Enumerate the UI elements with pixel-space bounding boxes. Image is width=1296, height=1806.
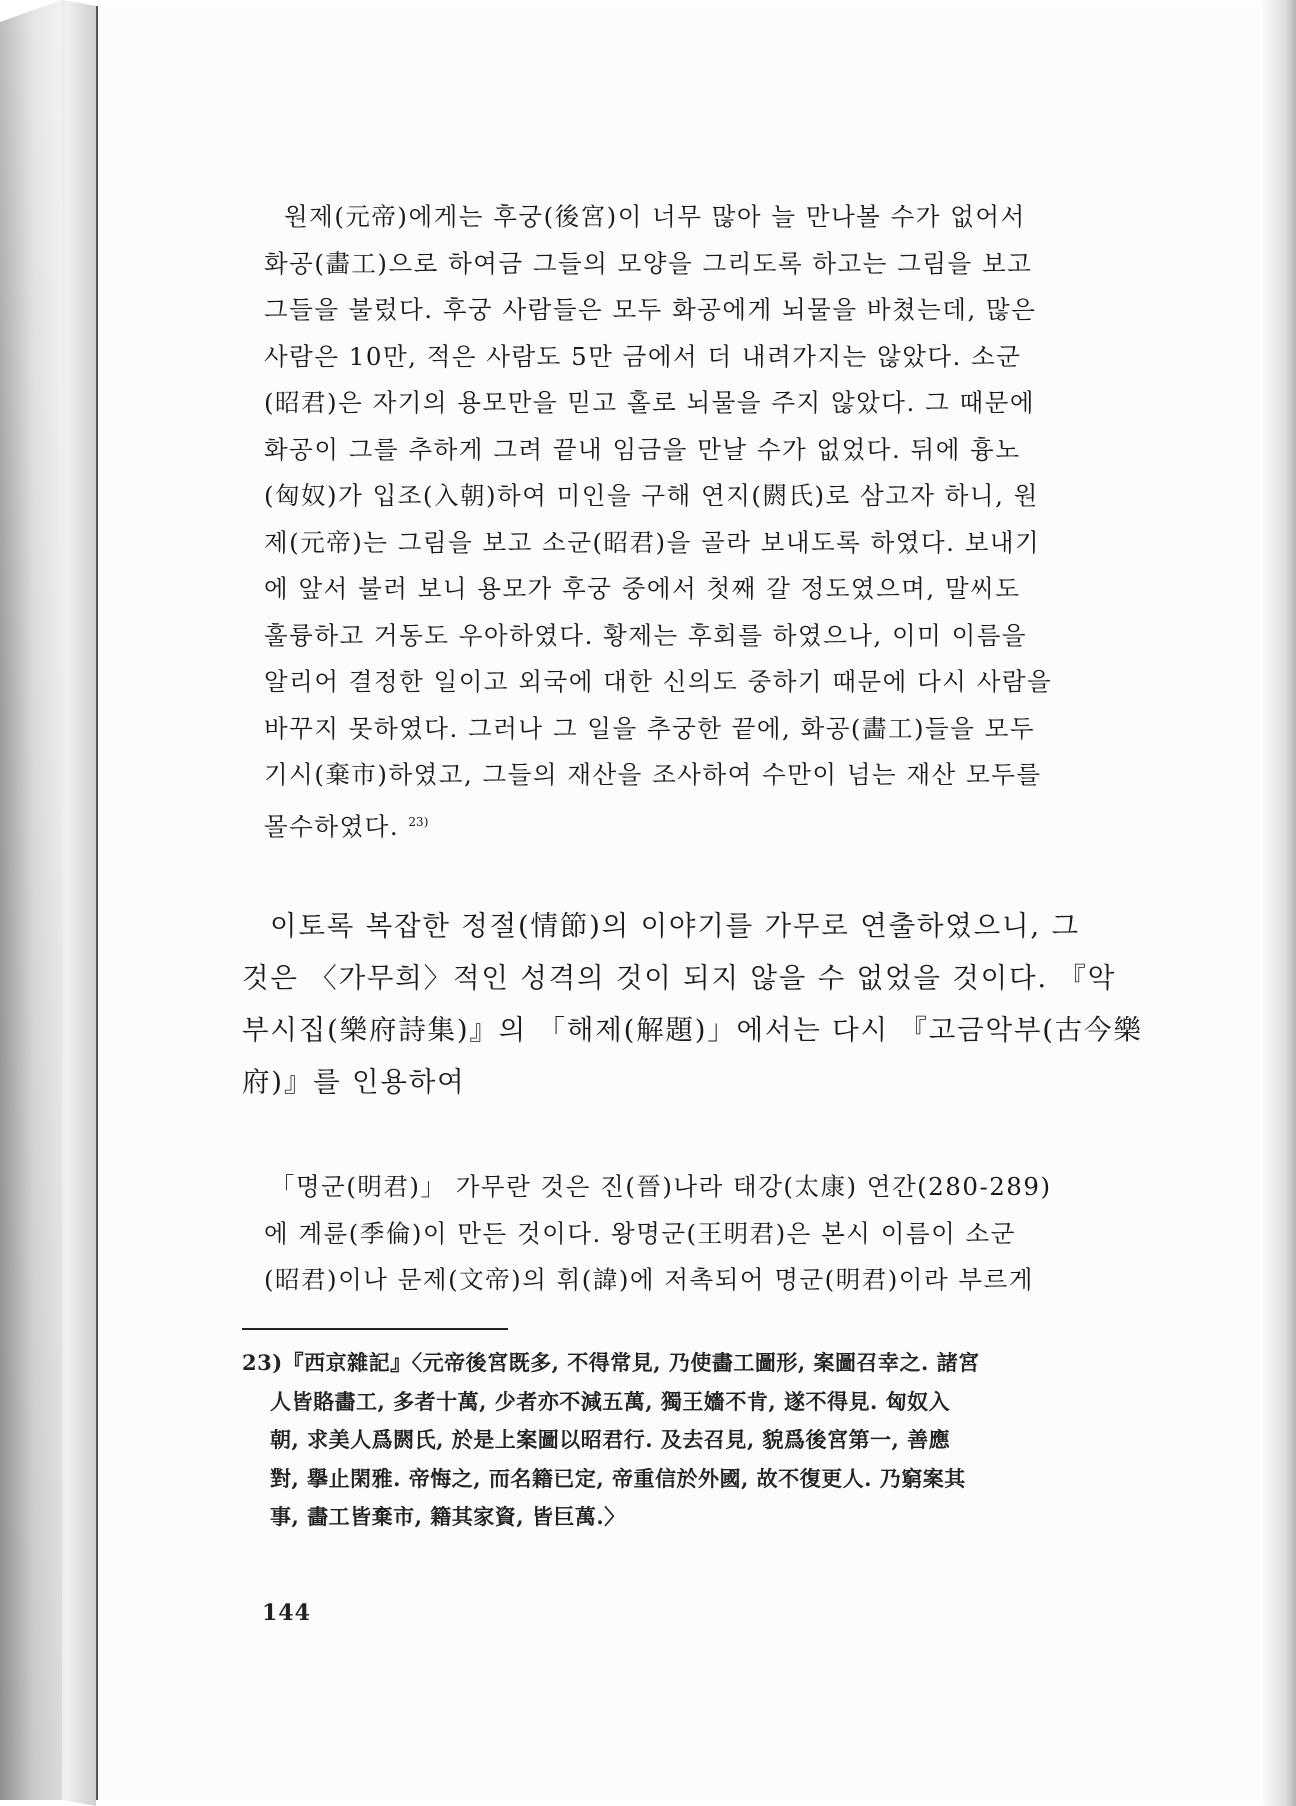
body-line: 부시집(樂府詩集)』의 「해제(解題)」에서는 다시 『고금악부(古今樂	[242, 1014, 1143, 1047]
footnote-23	[242, 1344, 1122, 1537]
quote-line: 에 앞서 불러 보니 용모가 후궁 중에서 첫째 갈 정도였으며, 말씨도	[264, 574, 1021, 603]
footnote-line: 23)『西京雜記』〈元帝後宮既多, 不得常見, 乃使畵工圖形, 案圖召幸之. 諸宮	[242, 1350, 980, 1375]
page-body	[242, 194, 1143, 1304]
footnote-line: 人皆賂畵工, 多者十萬, 少者亦不減五萬, 獨王嬙不肯, 遂不得見. 匈奴入	[270, 1388, 951, 1414]
page-right-shadow	[1260, 0, 1296, 1806]
quote-line: 바꾸지 못하였다. 그러나 그 일을 추궁한 끝에, 화공(畵工)들을 모두	[264, 713, 1036, 743]
footnote-divider	[242, 1328, 508, 1330]
body-line: 것은 〈가무희〉적인 성격의 것이 되지 않을 수 없었을 것이다. 『악	[242, 962, 1117, 995]
quote-line: 훌륭하고 거동도 우아하였다. 황제는 후회를 하였으나, 이미 이름을	[264, 620, 1028, 650]
quote-line: 사람은 10만, 적은 사람도 5만 금에서 더 내려가지는 않았다. 소군	[264, 341, 1022, 371]
footnote-line: 事, 畵工皆棄市, 籍其家資, 皆巨萬.〉	[270, 1504, 626, 1529]
body-paragraph	[242, 900, 1143, 1108]
quote-line: 「명군(明君)」 가무란 것은 진(晉)나라 태강(太康) 연간(280-289)	[270, 1172, 1052, 1202]
quote-line: 화공(畵工)으로 하여금 그들의 모양을 그리도록 하고는 그림을 보고	[264, 248, 1033, 278]
quote-line: 에 계륜(季倫)이 만든 것이다. 왕명군(王明君)은 본시 이름이 소군	[264, 1218, 1016, 1248]
quote-line: 기시(棄市)하였고, 그들의 재산을 조사하여 수만이 넘는 재산 모두를	[264, 760, 1042, 789]
quote-line: (匈奴)가 입조(入朝)하여 미인을 구해 연지(閼氏)로 삼고자 하니, 원	[264, 481, 1039, 510]
body-line: 이토록 복잡한 정절(情節)의 이야기를 가무로 연출하였으니, 그	[270, 910, 1080, 943]
quote-line-text: 몰수하였다.	[264, 811, 400, 841]
quote-line: 화공이 그를 추하게 그려 끝내 임금을 만날 수가 없었다. 뒤에 흉노	[264, 434, 1021, 464]
quote-last-line	[264, 799, 1118, 851]
quote-block-2	[242, 1164, 1118, 1304]
quote-line: 원제(元帝)에게는 후궁(後宮)이 너무 많아 늘 만나볼 수가 없어서	[284, 202, 1026, 231]
quote-block-1	[242, 194, 1118, 850]
quote-line: 제(元帝)는 그림을 보고 소군(昭君)을 골라 보내도록 하였다. 보내기	[264, 527, 1041, 557]
page-number: 144	[262, 1600, 311, 1626]
quote-line: (昭君)이나 문제(文帝)의 휘(諱)에 저촉되어 명군(明君)이라 부르게	[264, 1265, 1034, 1295]
book-page	[96, 6, 1260, 1800]
footnote-line: 對, 擧止閑雅. 帝悔之, 而名籍已定, 帝重信於外國, 故不復更人. 乃窮案其	[270, 1465, 966, 1491]
quote-line: (昭君)은 자기의 용모만을 믿고 홀로 뇌물을 주지 않았다. 그 때문에	[264, 388, 1036, 417]
body-line: 府)』를 인용하여	[242, 1066, 466, 1099]
footnote-line: 朝, 求美人爲閼氏, 於是上案圖以昭君行. 及去召見, 貌爲後宮第一, 善應	[270, 1427, 951, 1452]
footnote-reference: 23)	[408, 814, 429, 829]
quote-line: 알리어 결정한 일이고 외국에 대한 신의도 중하기 때문에 다시 사람을	[264, 667, 1053, 696]
quote-line: 그들을 불렀다. 후궁 사람들은 모두 화공에게 뇌물을 바쳤는데, 많은	[264, 295, 1037, 324]
